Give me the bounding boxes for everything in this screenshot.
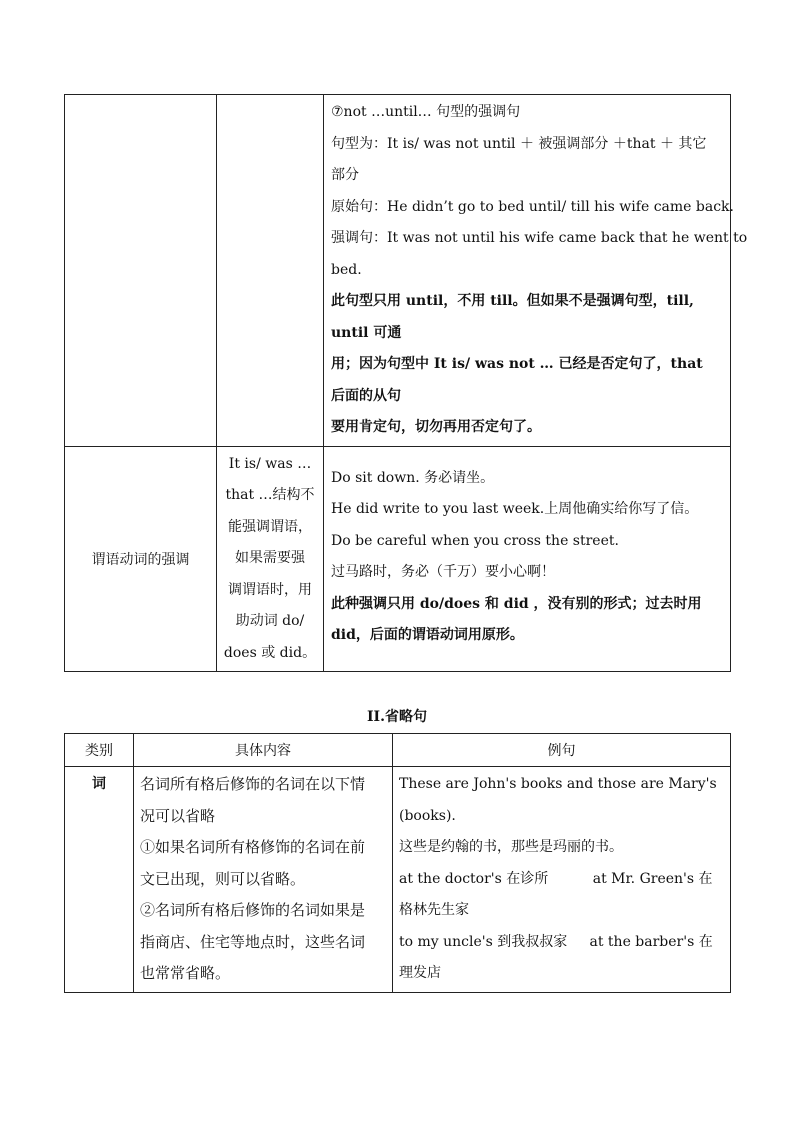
text-line: Do be careful when you cross the street.	[331, 532, 619, 549]
text-line: 此句型只用 until，不用 till。但如果不是强调句型，till,	[331, 293, 694, 309]
text-line: did，后面的谓语动词用原形。	[331, 627, 524, 643]
text-line: 用；因为句型中 It is/ was not … 已经是否定句了，that	[331, 356, 703, 372]
text-line: 调谓语时，用	[228, 581, 312, 598]
text-line: (books).	[399, 807, 456, 824]
text-line: 强调句：It was not until his wife came back that he went to	[331, 230, 748, 246]
text-line: 能强调谓语，	[228, 518, 312, 535]
category-cell: 词	[65, 767, 134, 993]
header-content: 具体内容	[134, 734, 393, 767]
text-line: 格林先生家	[399, 902, 469, 918]
ellipsis-table	[64, 733, 731, 993]
text-line: Do sit down. 务必请坐。	[331, 469, 495, 486]
text-line: 这些是约翰的书，那些是玛丽的书。	[399, 839, 623, 855]
table-header-row	[65, 734, 731, 767]
text-line: 过马路时，务必（千万）要小心啊！	[331, 564, 555, 580]
text-line: 理发店	[399, 965, 441, 981]
text-line: He did write to you last week.上周他确实给你写了信。	[331, 501, 699, 517]
text-line: until 可通	[331, 324, 402, 341]
note-cell	[217, 446, 324, 672]
text-line: 也常常省略。	[140, 964, 231, 982]
empty-cell	[65, 95, 217, 447]
empty-cell	[217, 95, 324, 447]
table-row	[65, 95, 731, 447]
category-label: 谓语动词的强调	[65, 446, 217, 672]
text-line: 原始句：He didn’t go to bed until/ till his wife came back.	[331, 198, 734, 215]
text-line: does 或 did。	[223, 644, 317, 661]
text-line: 要用肯定句，切勿再用否定句了。	[331, 419, 541, 435]
text-line: ①如果名词所有格修饰的名词在前	[140, 838, 366, 856]
text-line: 助动词 do/	[235, 613, 305, 629]
header-category: 类别	[65, 734, 134, 767]
text-line: 如果需要强	[235, 550, 305, 566]
example-cell	[393, 767, 731, 993]
table-row	[65, 446, 731, 672]
text-line: 部分	[331, 167, 359, 183]
content-cell	[134, 767, 393, 993]
text-line: It is/ was …	[228, 455, 312, 472]
text-line: 文已出现，则可以省略。	[140, 869, 306, 888]
text-line: at the doctor's 在诊所 at Mr. Green's 在	[399, 870, 713, 887]
verb-emphasis-cell	[324, 446, 731, 672]
text-line: to my uncle's 到我叔叔家 at the barber's 在	[399, 933, 713, 950]
text-line: bed.	[331, 261, 362, 278]
text-line: 况可以省略	[140, 806, 216, 825]
not-until-cell	[324, 95, 748, 447]
text-line: These are John's books and those are Mary's	[399, 776, 717, 792]
text-line: 指商店、住宅等地点时，这些名词	[140, 932, 366, 951]
text-line: that …结构不	[225, 487, 315, 503]
section-title: II.省略句	[367, 709, 427, 725]
text-line: 此种强调只用 do/does 和 did ，没有别的形式；过去时用	[331, 595, 702, 612]
table-row	[65, 767, 731, 993]
text-line: 句型为：It is/ was not until ＋ 被强调部分 ＋that ＋ 其它	[331, 135, 707, 152]
emphasis-table	[64, 94, 748, 672]
text-line: 名词所有格后修饰的名词在以下情	[140, 775, 366, 793]
text-line: ②名词所有格后修饰的名词如果是	[140, 901, 366, 919]
header-example: 例句	[393, 734, 731, 767]
text-line: 后面的从句	[331, 387, 401, 404]
text-line: ⑦not …until… 句型的强调句	[331, 104, 521, 120]
